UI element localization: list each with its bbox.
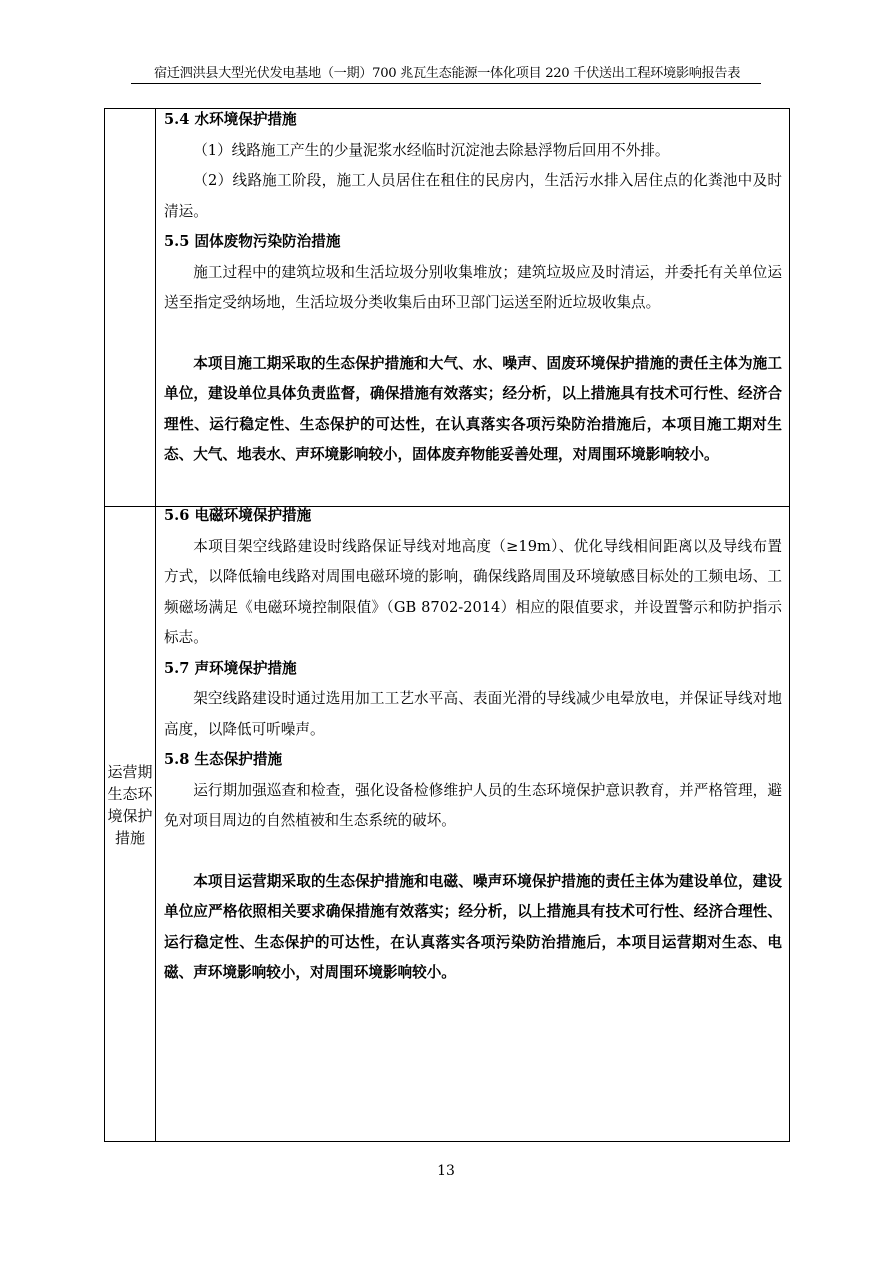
construction-summary-paragraph: 本项目施工期采取的生态保护措施和大气、水、噪声、固废环境保护措施的责任主体为施工单位，建设单位具体负责监督，确保措施有效落实；经分析，以上措施具有技术可行性、经济合理性、运行稳定性、生态保护的可达性，在认真落实各项污染防治措施后，本项目施工期对生态、大气、地表水、声环境影响较小，固体废弃物能妥善处理，对周围环境影响较小。 [164,354,782,463]
section-5-7-paragraph: 架空线路建设时通过选用加工工艺水平高、表面光滑的导线减少电晕放电，并保证导线对地高度，以降低可听噪声。 [164,690,782,738]
section-5-4-item-2: （2）线路施工阶段，施工人员居住在租住的民房内，生活污水排入居住点的化粪池中及时清运。 [164,172,782,220]
section-5-7-heading: 5.7 声环境保护措施 [164,659,297,677]
section-5-8-paragraph: 运行期加强巡查和检查，强化设备检修维护人员的生态环境保护意识教育，并严格管理，避免对项目周边的自然植被和生态系统的破坏。 [164,781,782,829]
section-5-5-paragraph: 施工过程中的建筑垃圾和生活垃圾分别收集堆放；建筑垃圾应及时清运，并委托有关单位运送至指定受纳场地，生活垃圾分类收集后由环卫部门运送至附近垃圾收集点。 [164,263,782,311]
table-cell-operation-measures [164,501,782,989]
section-5-4-heading: 5.4 水环境保护措施 [164,111,297,128]
section-5-6-paragraph: 本项目架空线路建设时线路保证导线对地高度（≥19m）、优化导线相间距离以及导线布置方式，以降低输电线路对周围电磁环境的影响，确保线路周围及环境敏感目标处的工频电场、工频磁场满足《电磁环境控制限值》（GB 8702-2014）相应的限值要求，并设置警示和防护指示标志。 [164,537,782,646]
report-header-title: 宿迁泗洪县大型光伏发电基地（一期）700 兆瓦生态能源一体化项目 220 千伏送出工程环境影响报告表 [153,66,741,81]
table-cell-construction-measures [164,105,782,471]
table-column-divider [155,108,156,1142]
header-divider [131,83,761,84]
section-5-4-item-1: （1）线路施工产生的少量泥浆水经临时沉淀池去除悬浮物后回用不外排。 [193,141,670,159]
row-label-operation: 运营期生态环境保护措施 [107,763,153,847]
operation-summary-paragraph: 本项目运营期采取的生态保护措施和电磁、噪声环境保护措施的责任主体为建设单位，建设单位应严格依照相关要求确保措施有效落实；经分析，以上措施具有技术可行性、经济合理性、运行稳定性、生态保护的可达性，在认真落实各项污染防治措施后，本项目运营期对生态、电磁、声环境影响较小，对周围环境影响较小。 [164,872,782,981]
paragraph-spacer [164,319,782,349]
paragraph-spacer [164,837,782,867]
section-5-5-heading: 5.5 固体废物污染防治措施 [164,233,341,250]
page-number: 13 [437,1163,455,1179]
section-5-8-heading: 5.8 生态保护措施 [164,751,283,768]
section-5-6-heading: 5.6 电磁环境保护措施 [164,507,312,524]
